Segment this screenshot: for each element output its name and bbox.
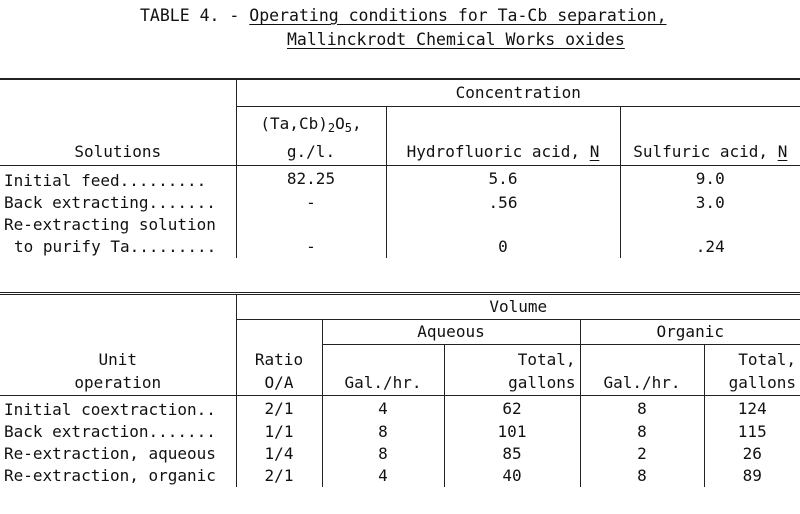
hf-col-header: Hydrofluoric acid, N [386, 139, 620, 166]
organic-total-header-line-2: gallons [704, 371, 800, 396]
organic-rate-header: Gal./hr. [580, 371, 704, 396]
table-title [0, 4, 800, 52]
row-label: Initial coextraction.. [4, 400, 216, 419]
row-label: to purify Ta......... [14, 237, 217, 256]
title-text-line-2: Mallinckrodt Chemical Works oxides [287, 30, 625, 49]
aqueous-total-header-line-1: Total, [444, 345, 580, 372]
table-row [0, 214, 800, 236]
ratio-value: 2/1 [236, 396, 322, 422]
organic-total-value: 115 [704, 421, 800, 443]
aqueous-total-value: 85 [444, 443, 580, 465]
table-row [0, 236, 800, 258]
aqueous-rate-value: 4 [322, 396, 444, 422]
unit-operation-header-line-2: operation [0, 371, 236, 396]
h2so4-value [620, 214, 800, 236]
hf-value: 0 [386, 236, 620, 258]
row-label: Re-extraction, aqueous [4, 444, 216, 463]
row-label: Re-extraction, organic [4, 466, 216, 485]
volume-subgroup-row [0, 320, 800, 345]
ratio-value: 1/1 [236, 421, 322, 443]
organic-rate-value: 8 [580, 421, 704, 443]
row-label: Initial feed......... [4, 171, 207, 190]
organic-rate-value: 8 [580, 396, 704, 422]
title-line-1 [0, 4, 800, 28]
volume-group-header: Volume [236, 294, 800, 320]
title-prefix: TABLE 4. - [140, 6, 250, 25]
aqueous-rate-value: 8 [322, 443, 444, 465]
oxide-col-header-line-1: $(Ta,Cb)_2O_5$, [236, 107, 386, 140]
row-label: Re-extracting solution [4, 215, 216, 234]
h2so4-value: 9.0 [620, 166, 800, 193]
oxide-value: 82.25 [236, 166, 386, 193]
concentration-col-header-row-1 [0, 107, 800, 140]
aqueous-rate-header: Gal./hr. [322, 371, 444, 396]
ratio-value: 1/4 [236, 443, 322, 465]
organic-total-value: 89 [704, 465, 800, 487]
oxide-value [236, 214, 386, 236]
table-row [0, 421, 800, 443]
organic-rate-value: 2 [580, 443, 704, 465]
concentration-table [0, 78, 800, 258]
table-row [0, 166, 800, 193]
hf-value [386, 214, 620, 236]
table-row [0, 443, 800, 465]
oxide-value: - [236, 192, 386, 214]
table-row [0, 465, 800, 487]
aqueous-total-header-line-2: gallons [444, 371, 580, 396]
volume-col-header-row-2 [0, 371, 800, 396]
ratio-value: 2/1 [236, 465, 322, 487]
ratio-header-line-2: O/A [236, 371, 322, 396]
aqueous-header: Aqueous [322, 320, 580, 345]
h2so4-value: .24 [620, 236, 800, 258]
organic-total-header-line-1: Total, [704, 345, 800, 372]
table-row [0, 192, 800, 214]
ratio-header-line-1: Ratio [236, 345, 322, 372]
organic-header: Organic [580, 320, 800, 345]
row-label: Back extraction....... [4, 422, 216, 441]
organic-rate-value: 8 [580, 465, 704, 487]
organic-total-value: 124 [704, 396, 800, 422]
concentration-group-row [0, 79, 800, 107]
h2so4-col-header: Sulfuric acid, N [620, 139, 800, 166]
unit-operation-header-line-1: Unit [98, 349, 138, 369]
oxide-col-header-line-2: g./l. [236, 139, 386, 166]
h2so4-value: 3.0 [620, 192, 800, 214]
aqueous-rate-value: 8 [322, 421, 444, 443]
hf-value: 5.6 [386, 166, 620, 193]
volume-col-header-row-1 [0, 345, 800, 372]
row-label: Back extracting....... [4, 193, 216, 212]
organic-total-value: 26 [704, 443, 800, 465]
aqueous-total-value: 62 [444, 396, 580, 422]
concentration-col-header-row-2 [0, 139, 800, 166]
volume-group-row [0, 294, 800, 320]
concentration-group-header: Concentration [236, 79, 800, 107]
title-text-line-1: Operating conditions for Ta-Cb separation, [249, 6, 667, 25]
volume-table [0, 292, 800, 487]
table-row [0, 396, 800, 422]
title-line-2 [0, 28, 800, 52]
oxide-value: - [236, 236, 386, 258]
hf-value: .56 [386, 192, 620, 214]
solutions-header: Solutions [0, 139, 236, 166]
aqueous-total-value: 101 [444, 421, 580, 443]
aqueous-total-value: 40 [444, 465, 580, 487]
aqueous-rate-value: 4 [322, 465, 444, 487]
